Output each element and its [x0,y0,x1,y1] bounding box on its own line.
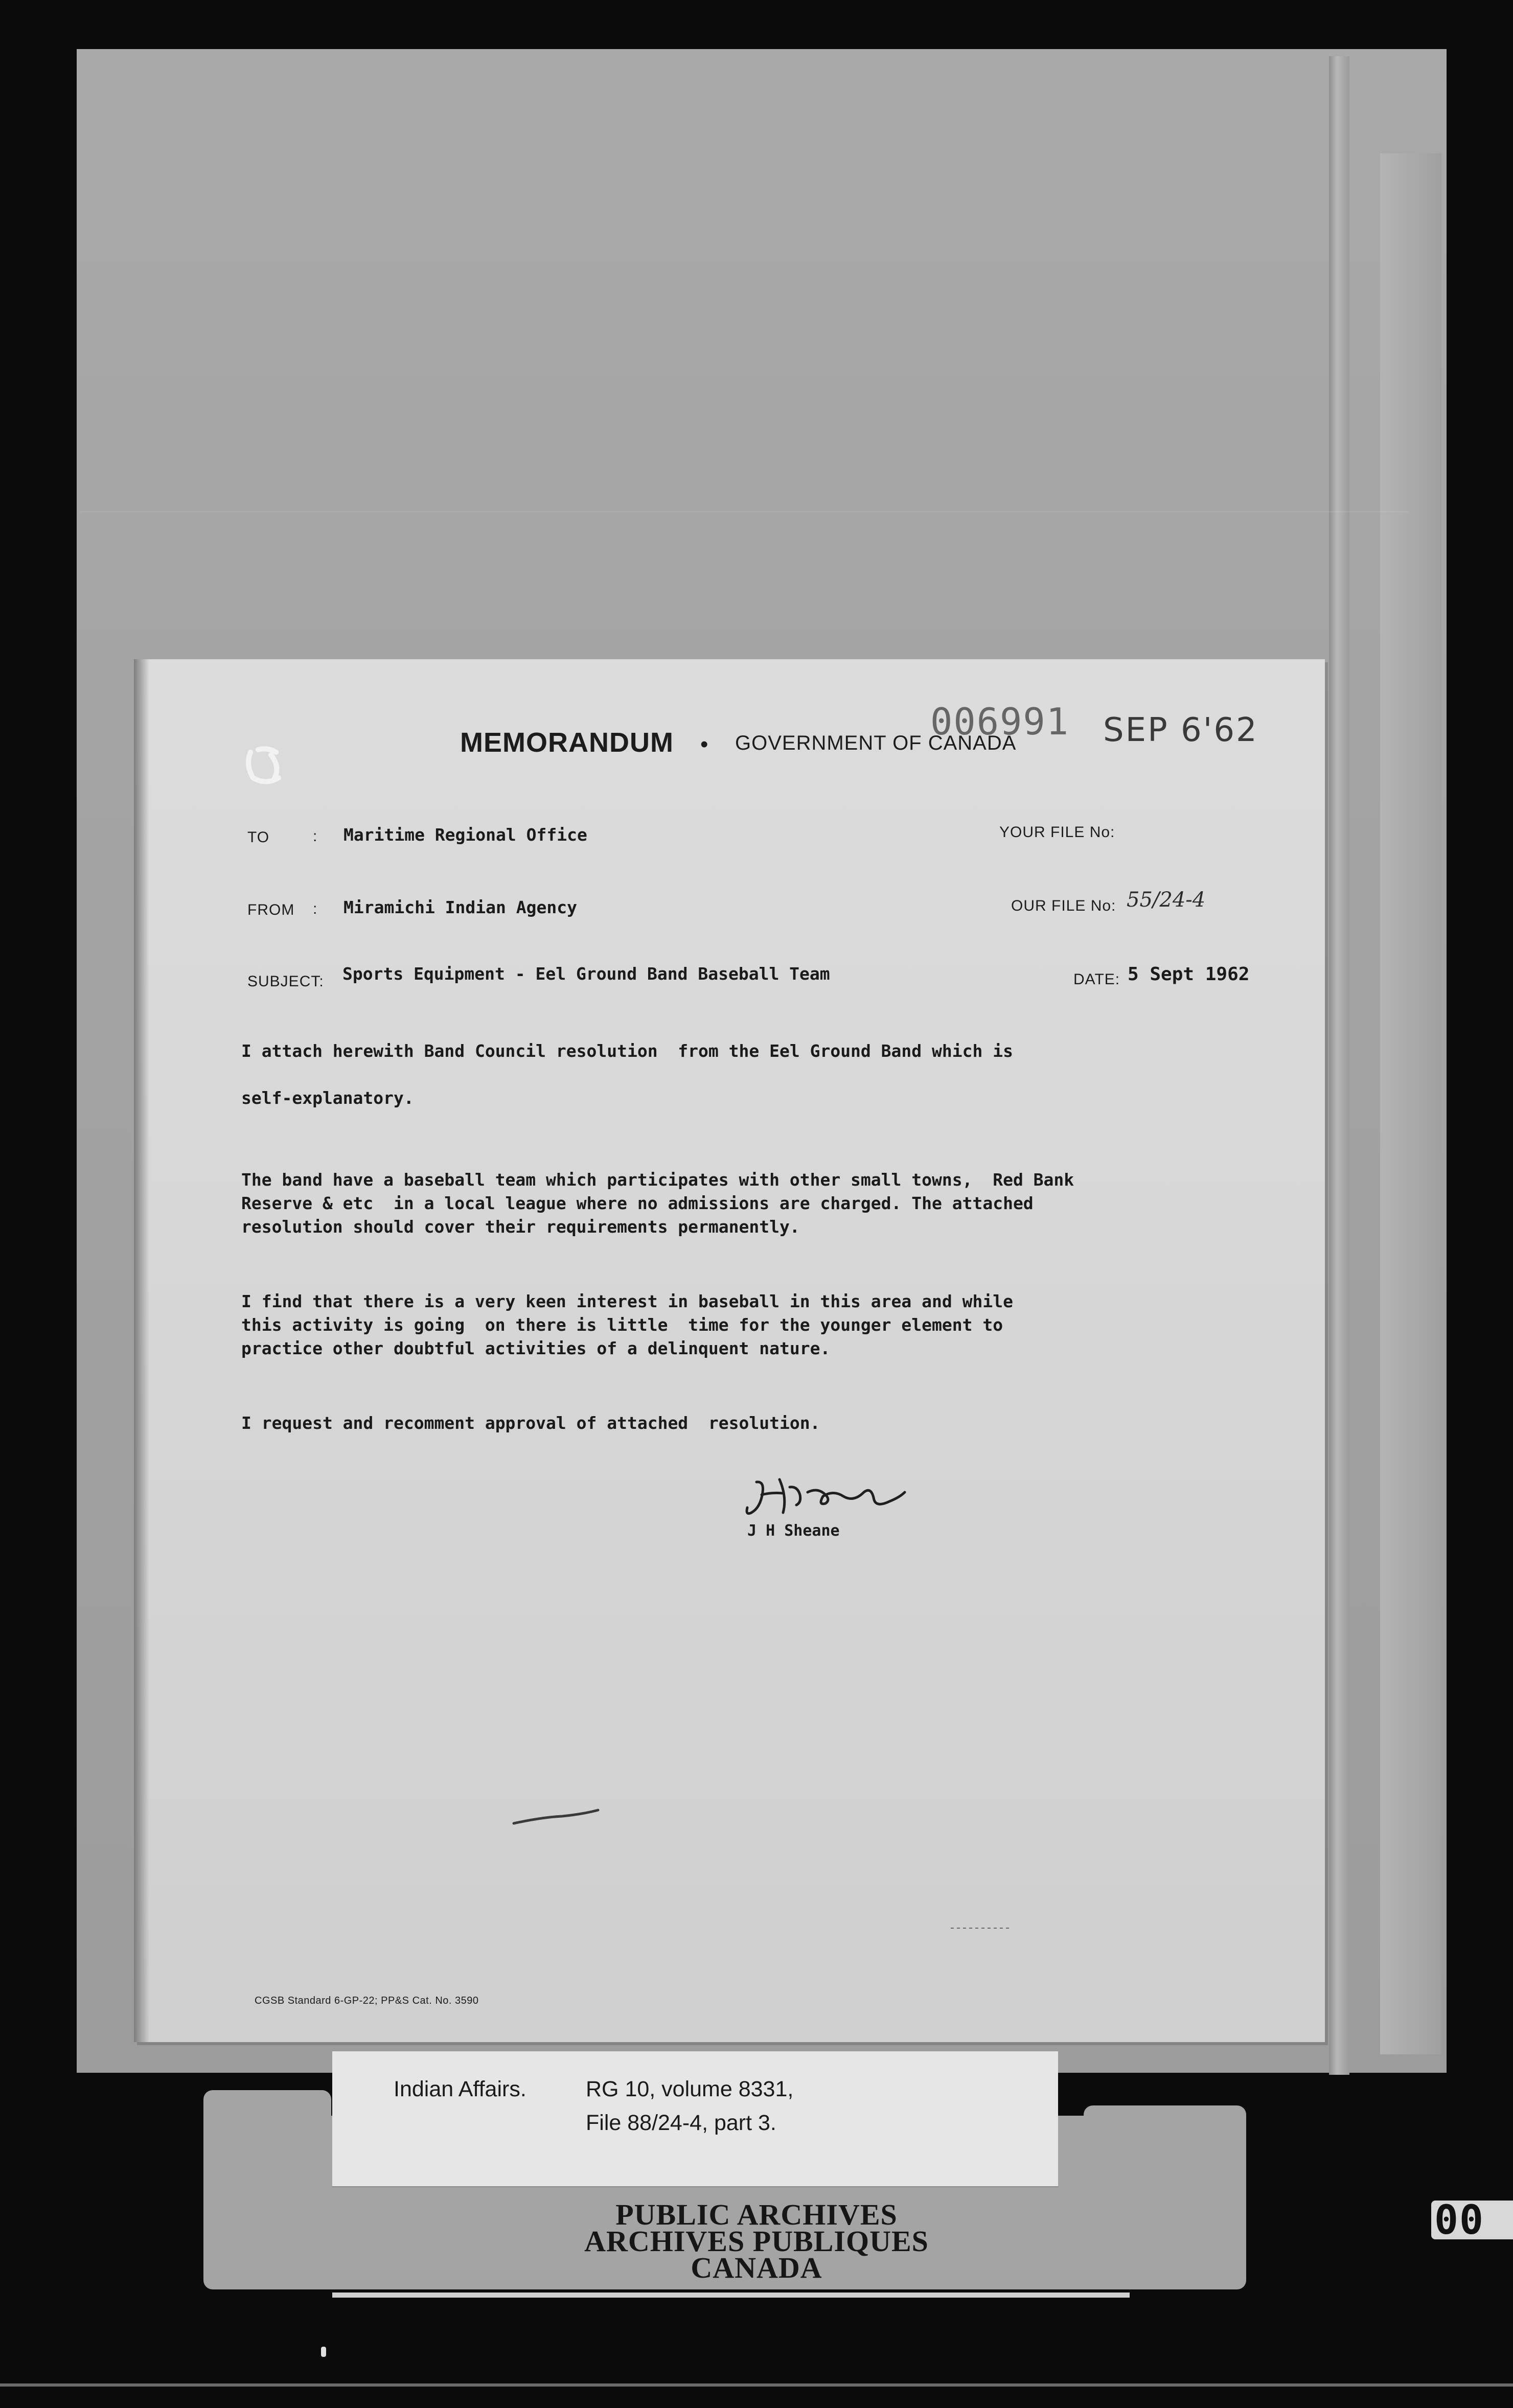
to-colon: : [313,828,318,845]
film-speck [321,2347,326,2357]
subject-value: Sports Equipment - Eel Ground Band Baseball Team [342,964,830,984]
paragraph-3: I find that there is a very keen interest in baseball in this area and while this activity is going on there is little time for the younger element to practice other doubtful activities of a delinquent nature. [241,1291,1013,1358]
to-value: Maritime Regional Office [343,825,587,845]
ref-volume: RG 10, volume 8331, [586,2077,794,2101]
from-colon: : [313,900,318,917]
header-bullet: • [700,732,708,757]
paragraph-1: I attach herewith Band Council resolution from the Eel Ground Band which is self-explanatory. [241,1041,1013,1108]
our-file-value: 55/24-4 [1127,888,1206,912]
ref-file: File 88/24-4, part 3. [586,2111,776,2135]
folder-edge [1329,56,1349,2075]
film-bottom-rule [0,2383,1513,2387]
received-stamp-number: 006991 [930,700,1070,743]
your-file-label: YOUR FILE No: [999,824,1115,841]
memo-left-shadow [134,659,149,2042]
received-stamp-date: SEP 6'62 [1103,711,1258,749]
paragraph-4: I request and recomment approval of attached resolution. [241,1413,820,1433]
staple-icon [240,742,307,788]
paragraph-2: The band have a baseball team which participates with other small towns, Red Bank Reserve & etc in a local league where no admissions are charged. The attached resolution should cover their requirements permanently. [241,1170,1074,1237]
government-label: GOVERNMENT OF CANADA [735,732,1017,754]
form-standard-footer: CGSB Standard 6-GP-22; PP&S Cat. No. 3590 [255,1995,479,2006]
signature-name: J H Sheane [747,1522,840,1540]
fold-line [79,511,1408,513]
handwritten-signature [736,1472,910,1528]
archive-board-strip [332,2293,1130,2298]
from-label: FROM [247,901,295,918]
archive-title-en: PUBLIC ARCHIVES [615,2198,898,2231]
archive-title-fr: ARCHIVES PUBLIQUES [584,2225,929,2258]
subject-label: SUBJECT: [247,973,324,990]
our-file-label: OUR FILE No: [1011,897,1116,914]
ref-department: Indian Affairs. [394,2077,526,2101]
to-label: TO [247,829,270,846]
frame-counter: 00 [1434,2197,1484,2243]
memo-title: MEMORANDUM [460,727,674,758]
archive-board-tab-left [203,2090,331,2151]
date-label: DATE: [1073,971,1120,988]
dotted-rule [951,1928,1012,1929]
folder-edge-outer [1380,153,1441,2054]
from-value: Miramichi Indian Agency [343,897,577,917]
date-value: 5 Sept 1962 [1128,964,1250,985]
archive-title-country: CANADA [691,2251,822,2284]
pen-mark [511,1807,603,1827]
archive-board-tab-right [1084,2105,1246,2157]
